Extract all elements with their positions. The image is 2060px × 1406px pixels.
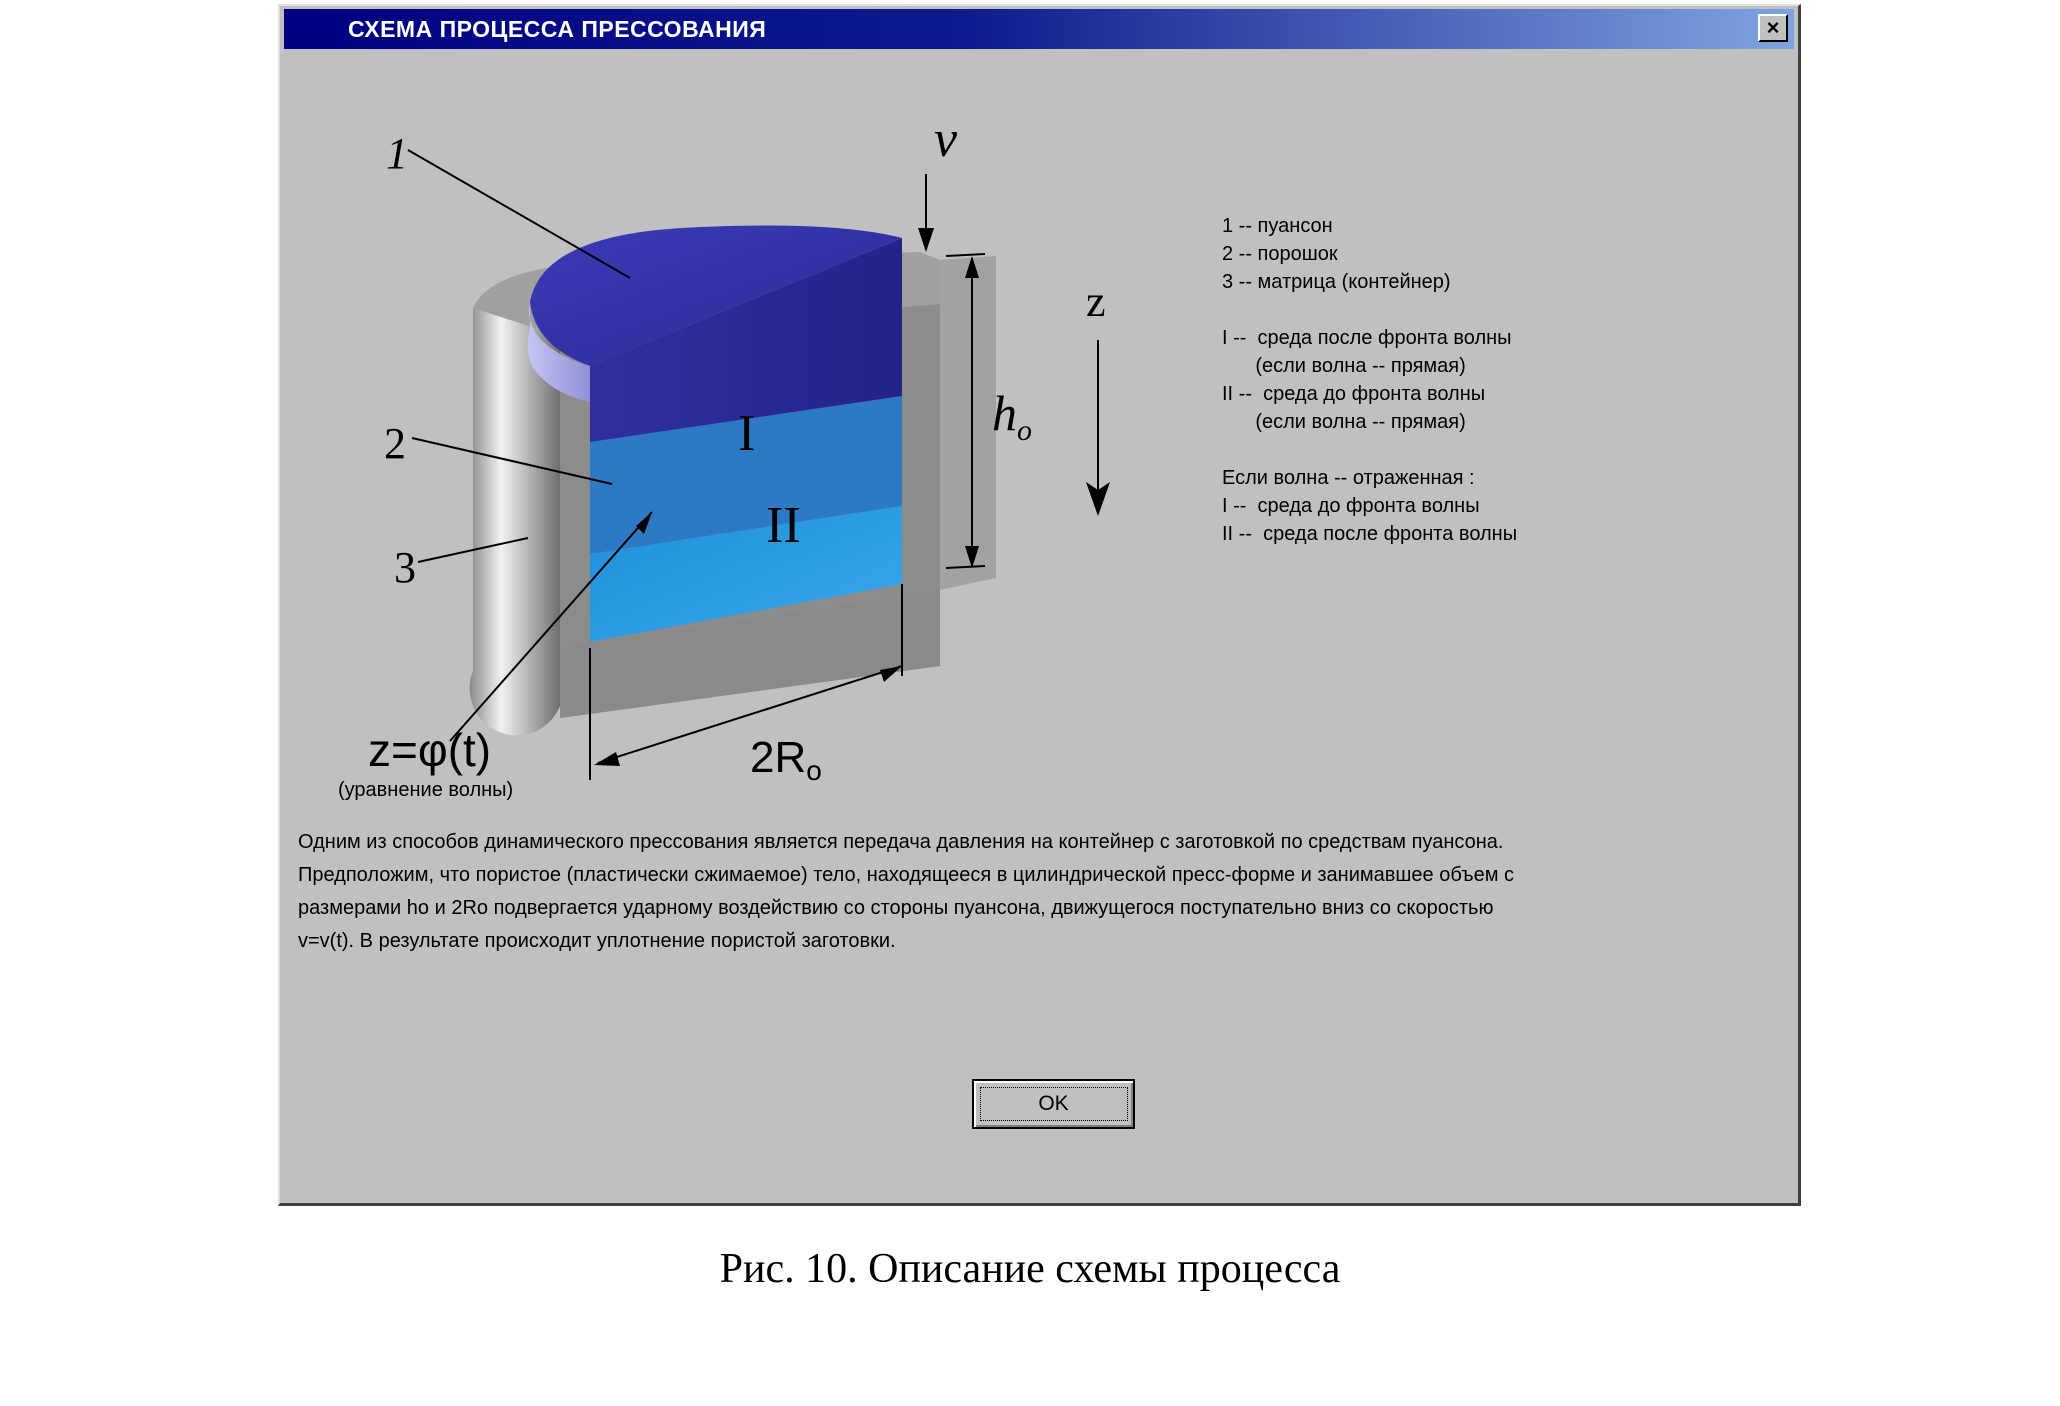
legend-item: 3 -- матрица (контейнер) <box>1222 271 1451 293</box>
label-height <box>992 385 1032 447</box>
description-line: Предположим, что пористое (пластически сжимаемое) тело, находящееся в цилиндрической пресс-форме и занимавшее объем с <box>298 864 1515 886</box>
height-tick-top <box>946 254 985 256</box>
legend-item: 2 -- порошок <box>1222 243 1338 265</box>
height-symbol: h <box>992 385 1017 441</box>
label-wave-equation-caption: (уравнение волны) <box>338 779 514 801</box>
diameter-subscript: o <box>806 755 822 786</box>
label-diameter <box>750 733 822 786</box>
figure-caption: Рис. 10. Описание схемы процесса <box>719 1246 1341 1292</box>
description-line: v=v(t). В результате происходит уплотнение пористой заготовки. <box>298 930 896 952</box>
velocity-arrow-head <box>918 228 934 252</box>
close-icon: × <box>1766 15 1780 40</box>
label-axis-z: z <box>1086 277 1106 326</box>
legend <box>1222 212 1517 548</box>
legend-zone: (если волна -- прямая) <box>1222 355 1466 377</box>
legend-reflected-title: Если волна -- отраженная : <box>1222 467 1475 489</box>
label-punch-number: 1 <box>386 129 408 178</box>
label-velocity: v <box>934 111 958 168</box>
ok-button[interactable] <box>972 1079 1135 1129</box>
ok-button-label: OK <box>980 1087 1128 1121</box>
matrix-right-wall <box>940 256 996 590</box>
diameter-symbol: 2R <box>750 733 807 782</box>
description-line: Одним из способов динамического прессования является передача давления на контейнер с заготовкой по средствам пуансона. <box>298 831 1504 853</box>
label-zone-one: I <box>738 405 756 462</box>
process-description <box>298 826 1778 958</box>
dialog-title: СХЕМА ПРОЦЕССА ПРЕССОВАНИЯ <box>348 16 767 42</box>
label-zone-two: II <box>766 497 801 554</box>
label-matrix-number: 3 <box>394 543 416 592</box>
legend-reflected: I -- среда до фронта волны <box>1222 495 1480 517</box>
leader-line-punch <box>408 150 630 278</box>
label-powder-number: 2 <box>384 419 406 468</box>
legend-reflected: II -- среда после фронта волны <box>1222 523 1518 545</box>
press-scheme-dialog <box>278 4 1801 1206</box>
description-line: размерами ho и 2Ro подвергается ударному воздействию со стороны пуансона, движущегося поступательно вниз со скоростью <box>298 897 1494 919</box>
legend-zone: I -- среда после фронта волны <box>1222 327 1512 349</box>
legend-item: 1 -- пуансон <box>1222 215 1333 237</box>
legend-zone: (если волна -- прямая) <box>1222 411 1466 433</box>
legend-zone: II -- среда до фронта волны <box>1222 383 1486 405</box>
pressing-scheme-diagram <box>280 6 1803 1208</box>
diameter-arrow-left <box>594 752 620 766</box>
label-wave-equation: z=φ(t) <box>368 724 492 776</box>
height-subscript: o <box>1017 414 1032 447</box>
